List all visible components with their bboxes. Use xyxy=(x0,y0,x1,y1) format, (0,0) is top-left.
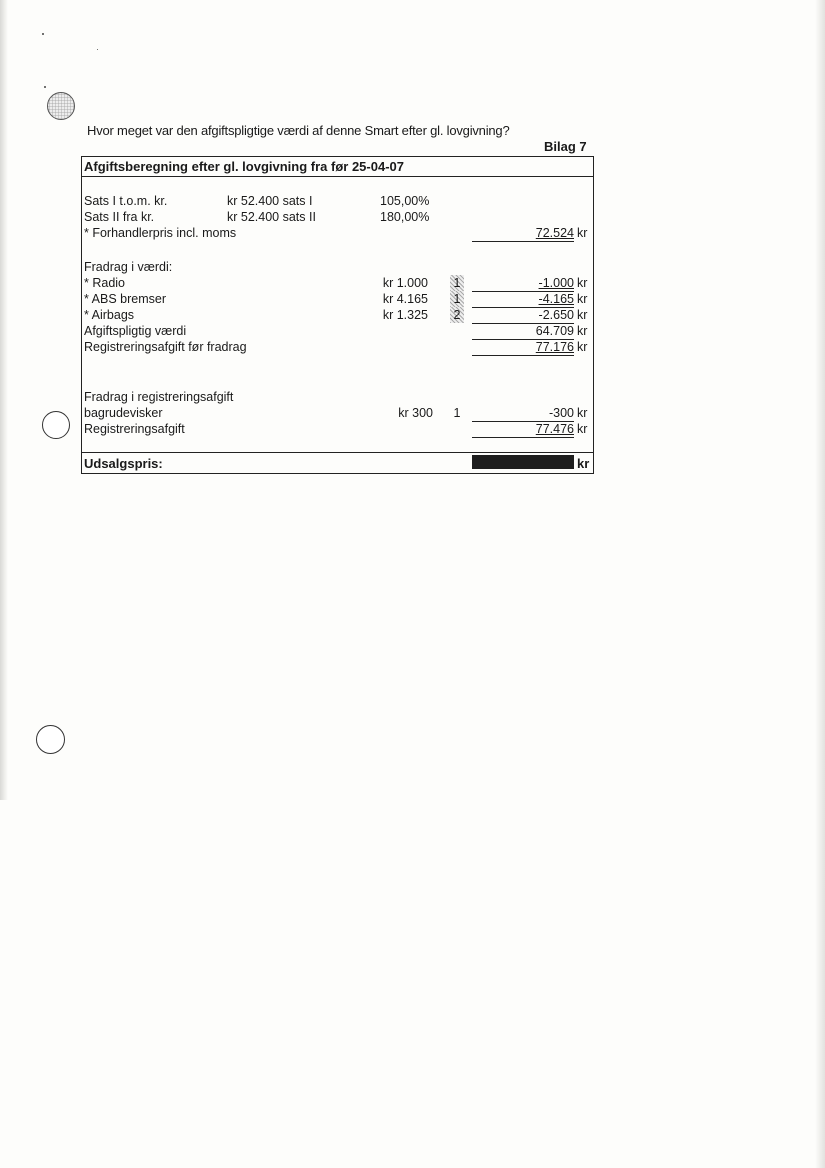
sats2-label: Sats II fra kr. xyxy=(84,210,155,224)
fradrag-title-row xyxy=(82,259,593,275)
reg-amount: 77.476 xyxy=(472,421,574,438)
udsalgspris-unit: kr xyxy=(577,456,590,471)
fradrag-qty: 2 xyxy=(450,307,464,323)
forhandler-amount: 72.524 xyxy=(472,225,574,242)
sats2-threshold: kr 52.400 sats II xyxy=(227,210,316,224)
reg-foer-amount: 77.176 xyxy=(472,339,574,356)
reg-unit: kr xyxy=(577,422,588,436)
forhandler-label: * Forhandlerpris incl. moms xyxy=(84,226,237,240)
afgiftspligtig-unit: kr xyxy=(577,324,588,338)
fradrag-unit: kr xyxy=(577,292,588,306)
sats1-percent: 105,00% xyxy=(380,194,430,208)
reg-foer-unit: kr xyxy=(577,340,588,354)
fradrag-unit-price: kr 1.325 xyxy=(382,308,428,322)
fradrag-reg-title: Fradrag i registreringsafgift xyxy=(84,390,234,404)
afgiftspligtig-label: Afgiftspligtig værdi xyxy=(84,324,187,338)
sats1-label: Sats I t.o.m. kr. xyxy=(84,194,168,208)
punch-hole-top xyxy=(47,92,75,120)
fradrag-reg-title-row xyxy=(82,389,593,405)
fradrag-amount: -1.000 xyxy=(472,275,574,292)
reg-foer-label: Registreringsafgift før fradrag xyxy=(84,340,247,354)
fradrag-title: Fradrag i værdi: xyxy=(84,260,173,274)
fradrag-row-airbags xyxy=(82,307,593,323)
fradrag-qty: 1 xyxy=(450,275,464,291)
bilag-label: Bilag 7 xyxy=(544,139,587,154)
sats2-row xyxy=(82,209,593,225)
scan-edge-right xyxy=(815,0,825,1168)
afgiftspligtig-row xyxy=(82,323,593,339)
afgiftspligtig-amount: 64.709 xyxy=(472,323,574,340)
bagrude-unit: kr xyxy=(577,406,588,420)
sats2-percent: 180,00% xyxy=(380,210,430,224)
speck xyxy=(97,49,98,50)
punch-hole-bottom xyxy=(36,725,65,754)
fradrag-row-abs xyxy=(82,291,593,307)
punch-hole-middle xyxy=(42,411,70,439)
fradrag-unit-price: kr 1.000 xyxy=(382,276,428,290)
tax-calculation-table xyxy=(81,156,594,474)
bagrude-unit-price: kr 300 xyxy=(398,406,433,420)
fradrag-unit-price: kr 4.165 xyxy=(382,292,428,306)
speck xyxy=(42,33,44,35)
fradrag-unit: kr xyxy=(577,276,588,290)
fradrag-row-radio xyxy=(82,275,593,291)
fradrag-qty: 1 xyxy=(450,291,464,307)
udsalgspris-label: Udsalgspris: xyxy=(84,456,163,471)
fradrag-amount: -2.650 xyxy=(472,307,574,324)
forhandler-unit: kr xyxy=(577,226,588,240)
forhandler-row xyxy=(82,225,593,241)
scan-edge-left xyxy=(0,0,8,800)
fradrag-amount: -4.165 xyxy=(472,291,574,308)
fradrag-label: * Airbags xyxy=(84,308,135,322)
reg-row xyxy=(82,421,593,437)
udsalgspris-row xyxy=(82,452,593,474)
table-title: Afgiftsberegning efter gl. lovgivning fra før 25-04-07 xyxy=(82,157,593,177)
udsalgspris-redacted-value xyxy=(472,455,574,469)
bagrude-qty: 1 xyxy=(453,406,461,420)
bagrude-label: bagrudevisker xyxy=(84,406,163,420)
fradrag-label: * ABS bremser xyxy=(84,292,166,306)
fradrag-label: * Radio xyxy=(84,276,125,290)
reg-foer-row xyxy=(82,339,593,355)
question-text: Hvor meget var den afgiftspligtige værdi af denne Smart efter gl. lovgivning? xyxy=(87,123,510,138)
fradrag-unit: kr xyxy=(577,308,588,322)
reg-label: Registreringsafgift xyxy=(84,422,185,436)
bagrude-amount: -300 xyxy=(472,405,574,422)
sats1-row xyxy=(82,193,593,209)
sats1-threshold: kr 52.400 sats I xyxy=(227,194,313,208)
speck xyxy=(44,86,46,88)
bagrude-row xyxy=(82,405,593,421)
